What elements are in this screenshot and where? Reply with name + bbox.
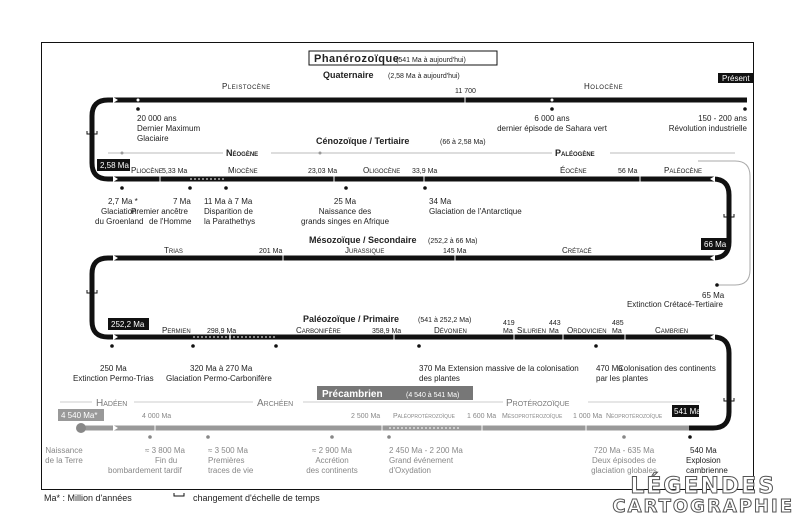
watermark-line1: LÉGENDES xyxy=(630,474,777,499)
tick-1600-label: 1 600 Ma xyxy=(467,413,497,420)
m-event1-date: 65 Ma xyxy=(702,291,725,300)
main-title: Phanérozoïque xyxy=(314,53,400,65)
c-event5-line1: Glaciation de l'Antarctique xyxy=(429,207,522,216)
tick-4000-label: 4 000 Ma xyxy=(142,413,172,420)
main-subtitle: (541 Ma à aujourd'hui) xyxy=(396,57,466,64)
c-event3-line1: Disparition de xyxy=(204,207,253,216)
watermark-line2: CARTOGRAPHIE xyxy=(612,496,794,517)
pc-event6-date: 720 Ma - 635 Ma xyxy=(593,446,655,455)
pc-event2-line1: Fin du xyxy=(155,456,178,465)
pc-event1-line1: Naissance xyxy=(45,446,83,455)
p-event1-date: 250 Ma xyxy=(100,364,127,373)
m-event1-line1: Extinction Crétacé-Tertiaire xyxy=(626,300,723,309)
tick-533-label: 5,33 Ma xyxy=(162,168,188,175)
tick-56-label: 56 Ma xyxy=(618,168,638,175)
jurassique-label: Jurassique xyxy=(345,246,385,255)
legend-scale-note: changement d'échelle de temps xyxy=(193,493,320,503)
tick-2303-label: 23,03 Ma xyxy=(308,168,338,175)
archeen-label: Archéen xyxy=(257,398,294,409)
mesozoique-title: Mésozoïque / Secondaire xyxy=(309,235,417,245)
tick-443-unit: Ma xyxy=(549,328,559,335)
quaternaire-subtitle: (2,58 Ma à aujourd'hui) xyxy=(388,73,460,80)
pc-event7-line1: Explosion xyxy=(686,456,721,465)
q-event2-line1: dernier épisode de Sahara vert xyxy=(497,124,607,133)
p-event4-line1: Colonisation des continents xyxy=(618,364,716,373)
eocene-label: Éocène xyxy=(560,166,587,175)
tick-11700-label: 11 700 xyxy=(455,88,476,95)
present-label: Présent xyxy=(722,74,750,83)
tick-201-label: 201 Ma xyxy=(259,248,283,255)
c-event3-date: 11 Ma à 7 Ma xyxy=(204,197,253,206)
silurien-label: Silurien xyxy=(517,326,547,335)
pc-event3-line1: Premières xyxy=(208,456,245,465)
c-event3-line2: la Parathethys xyxy=(204,217,256,226)
earth-birth-dot xyxy=(76,423,86,433)
pc-event4-line2: des continents xyxy=(306,466,358,475)
pc-event2-date: ≈ 3 800 Ma xyxy=(145,446,185,455)
ordovicien-label: Ordovicien xyxy=(567,326,607,335)
tick-2989-label: 298,9 Ma xyxy=(207,328,237,335)
pc-event5-line1: Grand événement xyxy=(389,456,454,465)
pc-end-label: 541 Ma xyxy=(674,407,701,416)
tick-339-label: 33,9 Ma xyxy=(412,168,438,175)
pc-event3-date: ≈ 3 500 Ma xyxy=(208,446,248,455)
tick-485-unit: Ma xyxy=(612,328,622,335)
neoproterozoique-label: Néoprotérozoïque xyxy=(606,413,663,420)
cenozoique-event-markers xyxy=(120,186,427,190)
mesoproterozoique-label: Mésoprotérozoïque xyxy=(502,413,563,420)
legend-ma-note: Ma* : Million d'années xyxy=(44,493,132,503)
q-event1-line1: Dernier Maximum xyxy=(137,124,201,133)
kt-event-marker xyxy=(715,283,719,287)
p-event2-line1: Glaciation Permo-Carbonifère xyxy=(166,374,272,383)
p-event3-line1: Extension massive de la colonisation xyxy=(448,364,579,373)
scale-bracket-icon xyxy=(174,493,184,496)
pc-event3-line2: traces de vie xyxy=(208,466,254,475)
c-event1-line1: Glaciation xyxy=(101,207,137,216)
pc-event1-line2: de la Terre xyxy=(45,456,83,465)
pc-start-label: 4 540 Ma* xyxy=(61,411,98,420)
tick-485-label: 485 xyxy=(612,320,624,327)
c-event2-line2: de l'Homme xyxy=(149,217,192,226)
c-event2-date: 7 Ma xyxy=(173,197,191,206)
precambrien-event-markers xyxy=(148,435,692,439)
p-event3-line2: des plantes xyxy=(419,374,460,383)
precambrien-subtitle: (4 540 à 541 Ma) xyxy=(406,392,460,399)
c-event5-date: 34 Ma xyxy=(429,197,452,206)
c-event4-line1: Naissance des xyxy=(318,207,372,216)
c-start-label: 2,58 Ma xyxy=(100,161,129,170)
pliocene-label: Pliocène xyxy=(131,166,163,175)
tick-145-label: 145 Ma xyxy=(443,248,467,255)
neogene-label: Néogène xyxy=(226,148,259,158)
paleoproterozoique-label: Paléoprotérozoïque xyxy=(393,413,455,420)
tick-443-label: 443 xyxy=(549,320,561,327)
hadeen-label: Hadéen xyxy=(96,398,128,409)
cenozoique-title: Cénozoïque / Tertiaire xyxy=(316,136,410,146)
proterozoique-label: Protérozoïque xyxy=(506,398,570,409)
carbonifere-label: Carbonifère xyxy=(296,326,341,335)
p-event2-date: 320 Ma à 270 Ma xyxy=(190,364,253,373)
tick-419-label: 419 xyxy=(503,320,515,327)
pc-event2-line2: bombardement tardif xyxy=(108,466,182,475)
pc-event6-line2: glaciation globales xyxy=(591,466,657,475)
quaternaire-title: Quaternaire xyxy=(323,70,374,80)
watermark-logo xyxy=(612,476,794,516)
p-event4-line2: par les plantes xyxy=(596,374,649,383)
q-event1-line2: Glaciaire xyxy=(137,134,169,143)
paleocene-label: Paléocène xyxy=(664,166,703,175)
cretace-label: Crétacé xyxy=(562,246,592,255)
tick-419-unit: Ma xyxy=(503,328,513,335)
tick-2500-label: 2 500 Ma xyxy=(351,413,381,420)
p-event4-date: 470 Ma xyxy=(596,364,623,373)
pc-event7-date: 540 Ma xyxy=(690,446,717,455)
m-end-label: 66 Ma xyxy=(704,240,727,249)
q-event3-line1: Révolution industrielle xyxy=(668,124,747,133)
tick-1000-label: 1 000 Ma xyxy=(573,413,603,420)
devonien-label: Dévonien xyxy=(434,326,467,335)
miocene-label: Miocène xyxy=(228,166,258,175)
p-event1-line1: Extinction Permo-Trias xyxy=(73,374,154,383)
trias-label: Trias xyxy=(164,246,183,255)
cenozoique-subtitle: (66 à 2,58 Ma) xyxy=(440,139,486,146)
holocene-label: Holocène xyxy=(584,82,624,91)
p-start-label: 252,2 Ma xyxy=(111,320,145,329)
c-event1-line2: du Groenland xyxy=(95,217,144,226)
paleogene-label: Paléogène xyxy=(555,148,595,158)
paleozoique-title: Paléozoïque / Primaire xyxy=(303,314,400,324)
p-event3-date: 370 Ma xyxy=(419,364,446,373)
mesozoique-subtitle: (252,2 à 66 Ma) xyxy=(428,238,478,245)
paleozoique-event-markers xyxy=(110,344,598,348)
tick-3589-label: 358,9 Ma xyxy=(372,328,402,335)
pc-event5-date: 2 450 Ma - 2 200 Ma xyxy=(389,446,463,455)
oligocene-label: Oligocène xyxy=(363,166,401,175)
q-event1-date: 20 000 ans xyxy=(137,114,177,123)
paleozoique-subtitle: (541 à 252,2 Ma) xyxy=(418,317,472,324)
c-event4-line2: grands singes en Afrique xyxy=(300,217,390,226)
precambrian-connector xyxy=(713,400,729,428)
c-event1-date: 2,7 Ma * xyxy=(108,197,138,206)
pc-event5-line2: d'Oxydation xyxy=(389,466,431,475)
q-event2-date: 6 000 ans xyxy=(534,114,570,123)
precambrien-title: Précambrien xyxy=(322,389,383,400)
pc-event7-line2: cambrienne xyxy=(686,466,728,475)
q-event3-date: 150 - 200 ans xyxy=(698,114,747,123)
pleistocene-label: Pleistocène xyxy=(222,82,271,91)
cambrien-label: Cambrien xyxy=(655,326,689,335)
c-event2-line1: Premier ancêtre xyxy=(131,207,188,216)
c-event4-date: 25 Ma xyxy=(333,197,357,206)
pc-event6-line1: Deux épisodes de xyxy=(591,456,657,465)
permien-label: Permien xyxy=(162,326,191,335)
pc-event4-date: ≈ 2 900 Ma xyxy=(312,446,352,455)
timeline-path xyxy=(92,100,747,400)
pc-event4-line1: Accrétion xyxy=(315,456,349,465)
